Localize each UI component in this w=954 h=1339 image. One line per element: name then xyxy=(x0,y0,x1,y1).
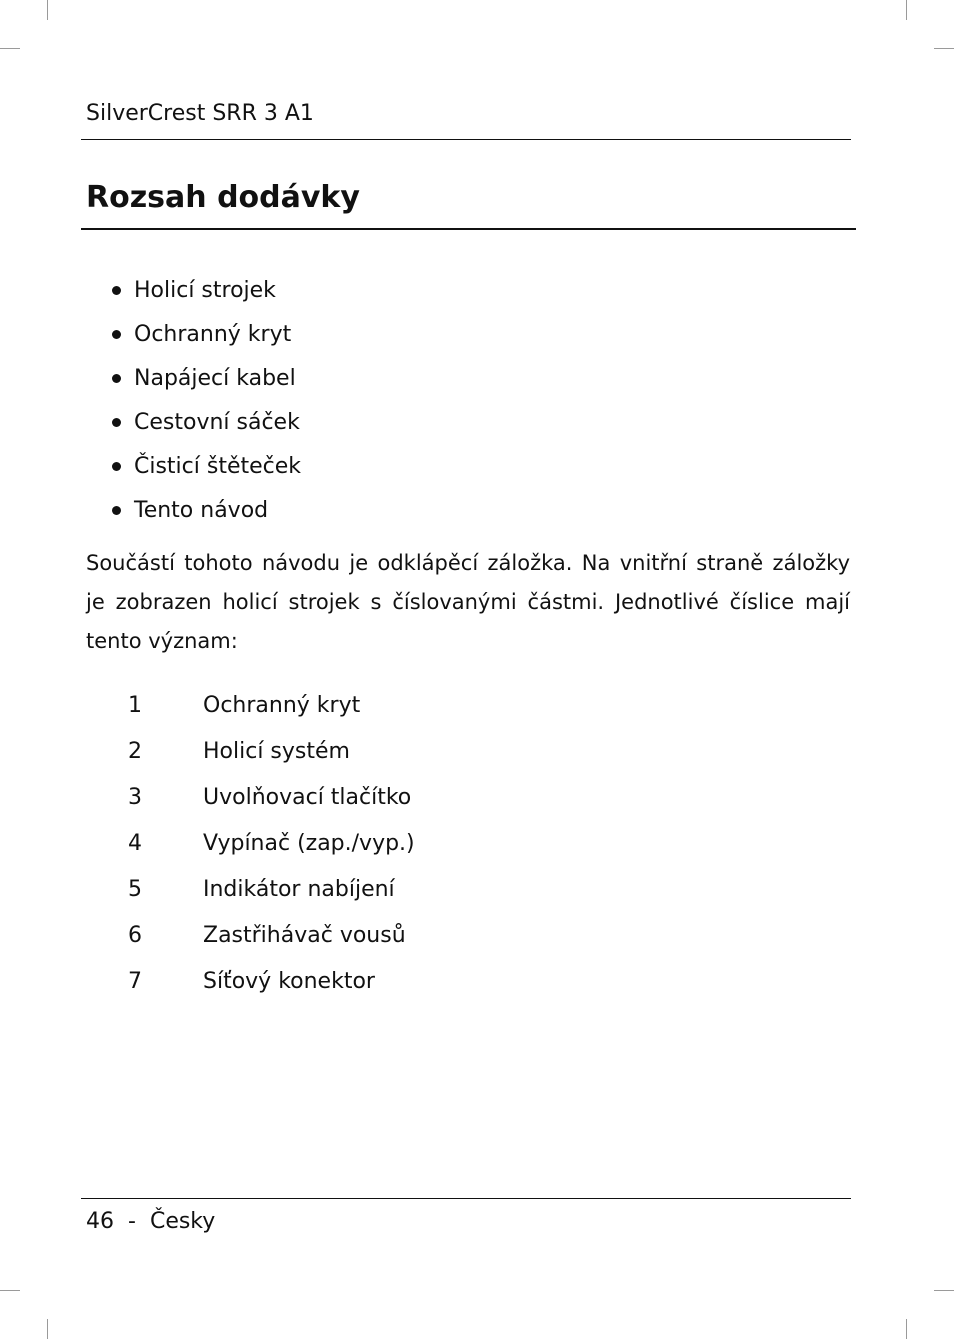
page-number: 46 xyxy=(86,1209,114,1234)
bullet-dot xyxy=(112,462,121,471)
list-item xyxy=(108,268,301,312)
list-item xyxy=(108,400,301,444)
list-item xyxy=(108,488,301,532)
list-item-label: Holicí strojek xyxy=(134,277,276,303)
part-number: 2 xyxy=(128,738,142,764)
bullet-dot xyxy=(112,286,121,295)
list-item-label: Ochranný kryt xyxy=(134,321,292,347)
title-rule xyxy=(81,228,856,230)
part-number: 4 xyxy=(128,830,142,856)
list-item-label: Tento návod xyxy=(134,497,269,523)
part-name: Holicí systém xyxy=(203,738,350,764)
part-row xyxy=(128,728,415,774)
part-number: 7 xyxy=(128,968,142,994)
part-row xyxy=(128,682,415,728)
bullet-dot xyxy=(112,330,121,339)
crop-mark-bottom-right-horizontal xyxy=(934,1290,954,1291)
bullet-dot xyxy=(112,418,121,427)
crop-mark-top-left-horizontal xyxy=(0,48,20,49)
part-name: Uvolňovací tlačítko xyxy=(203,784,412,810)
crop-mark-top-right-horizontal xyxy=(934,48,954,49)
page-footer xyxy=(86,1206,215,1238)
bullet-dot xyxy=(112,506,121,515)
list-item-label: Cestovní sáček xyxy=(134,409,300,435)
part-row xyxy=(128,866,415,912)
part-number: 5 xyxy=(128,876,142,902)
description-paragraph: Součástí tohoto návodu je odklápěcí záložka. Na vnitřní straně záložky je zobrazen holicí strojek s číslovanými částmi. Jednotlivé číslice mají tento význam: xyxy=(86,551,850,653)
list-item xyxy=(108,356,301,400)
contents-list xyxy=(108,268,301,532)
list-item xyxy=(108,312,301,356)
part-number: 6 xyxy=(128,922,142,948)
list-item-label: Napájecí kabel xyxy=(134,365,296,391)
crop-mark-top-left-vertical xyxy=(47,0,48,20)
part-row xyxy=(128,774,415,820)
part-name: Síťový konektor xyxy=(203,968,375,994)
parts-list xyxy=(128,682,415,1004)
list-item xyxy=(108,444,301,488)
part-number: 3 xyxy=(128,784,142,810)
part-name: Indikátor nabíjení xyxy=(203,876,395,902)
running-header: SilverCrest SRR 3 A1 xyxy=(86,101,314,126)
crop-mark-bottom-right-vertical xyxy=(906,1319,907,1339)
part-row xyxy=(128,820,415,866)
footer-language: Česky xyxy=(149,1209,216,1234)
part-number: 1 xyxy=(128,692,142,718)
part-name: Zastřihávač vousů xyxy=(203,922,406,948)
part-name: Vypínač (zap./vyp.) xyxy=(203,830,415,856)
crop-mark-bottom-left-vertical xyxy=(47,1319,48,1339)
crop-mark-top-right-vertical xyxy=(906,0,907,20)
part-row xyxy=(128,912,415,958)
section-title: Rozsah dodávky xyxy=(86,180,360,215)
part-name: Ochranný kryt xyxy=(203,692,361,718)
bullet-dot xyxy=(112,374,121,383)
footer-rule xyxy=(81,1198,851,1199)
header-rule xyxy=(81,139,851,140)
part-row xyxy=(128,958,415,1004)
footer-separator: - xyxy=(128,1209,136,1234)
crop-mark-bottom-left-horizontal xyxy=(0,1290,20,1291)
list-item-label: Čisticí štěteček xyxy=(134,453,302,479)
